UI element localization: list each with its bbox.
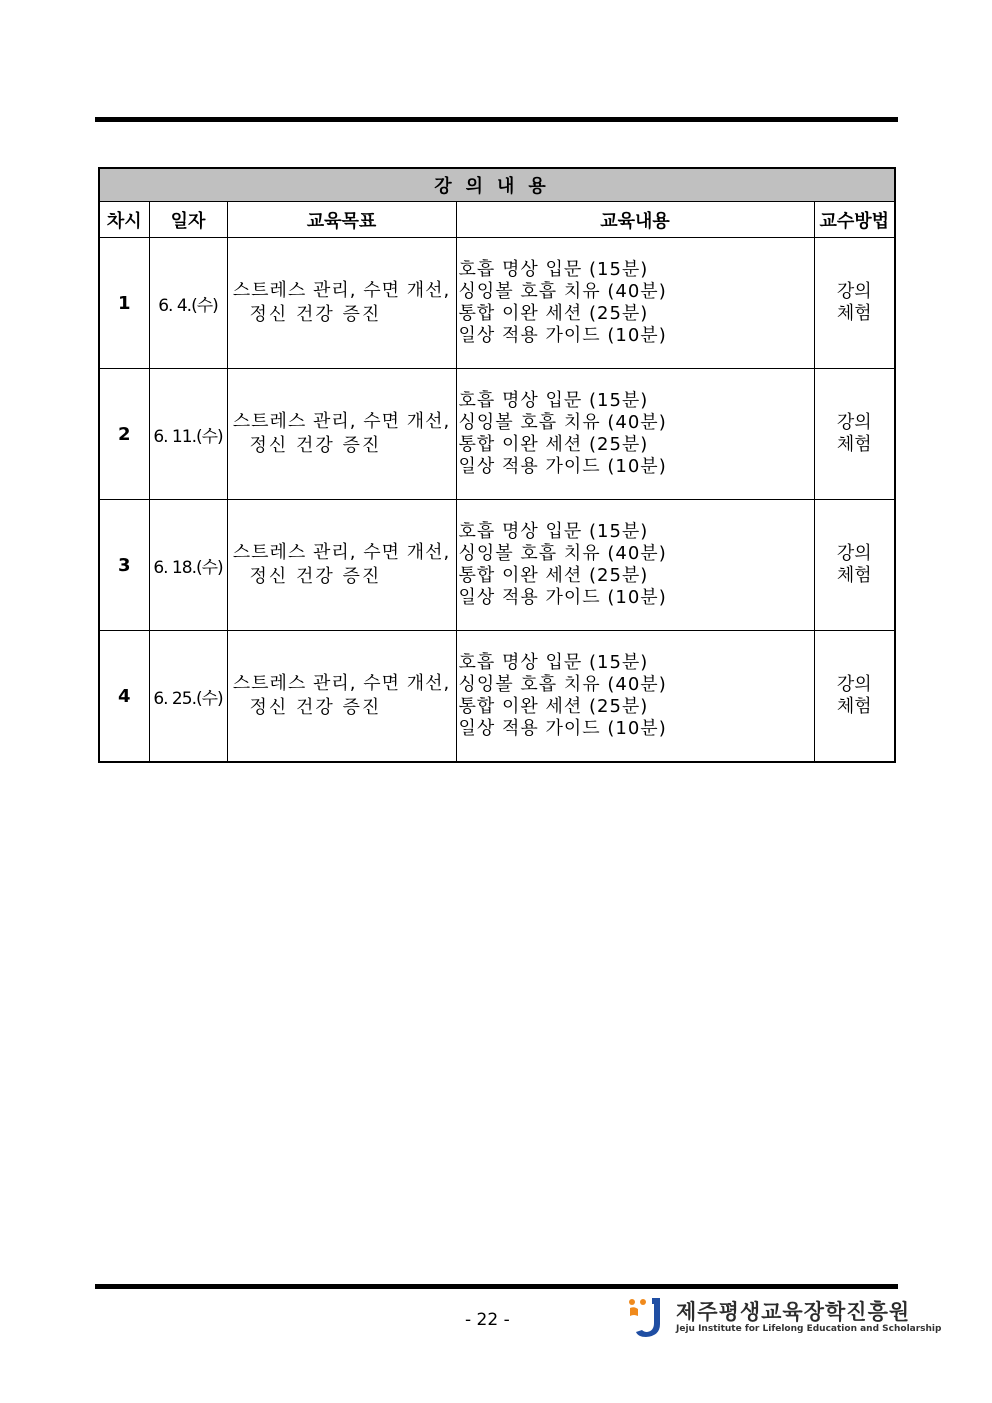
content-line: 호흡 명상 입문 (15분) [458,259,649,280]
table-row [99,500,895,631]
top-rule [95,117,898,122]
content-line: 일상 적용 가이드 (10분) [458,718,667,739]
content-line: 싱잉볼 호흡 치유 (40분) [458,543,667,564]
header-session: 차시 [99,202,149,238]
table-row [99,631,895,763]
goal-line: 정신 건강 증진 [249,697,382,718]
method-line: 체험 [836,696,872,717]
goal-line: 스트레스 관리, 수면 개선, [232,280,451,301]
table-row [99,238,895,369]
session-number: 3 [99,500,149,631]
session-content [456,238,814,369]
session-method [814,500,895,631]
table-row [99,369,895,500]
content-line: 통합 이완 세션 (25분) [458,434,649,455]
content-line: 싱잉볼 호흡 치유 (40분) [458,412,667,433]
session-goal [227,500,456,631]
goal-line: 정신 건강 증진 [249,435,382,456]
goal-line: 스트레스 관리, 수면 개선, [232,411,451,432]
method-line: 강의 [836,412,872,433]
session-goal [227,369,456,500]
session-method [814,238,895,369]
session-date: 6. 11.(수) [149,369,227,500]
header-date: 일자 [149,202,227,238]
content-line: 통합 이완 세션 (25분) [458,303,649,324]
content-line: 호흡 명상 입문 (15분) [458,390,649,411]
table-title: 강의내용 [99,168,895,202]
header-method: 교수방법 [814,202,895,238]
content-line: 싱잉볼 호흡 치유 (40분) [458,281,667,302]
page-number: - 22 - [465,1310,510,1330]
method-line: 체험 [836,565,872,586]
session-number: 4 [99,631,149,763]
session-content [456,500,814,631]
method-line: 강의 [836,281,872,302]
header-content: 교육내용 [456,202,814,238]
session-number: 2 [99,369,149,500]
content-line: 일상 적용 가이드 (10분) [458,456,667,477]
session-content [456,631,814,763]
session-goal [227,631,456,763]
method-line: 강의 [836,543,872,564]
lecture-table [98,167,896,763]
method-line: 체험 [836,303,872,324]
bottom-rule [95,1284,898,1289]
goal-line: 스트레스 관리, 수면 개선, [232,542,451,563]
content-line: 싱잉볼 호흡 치유 (40분) [458,674,667,695]
session-method [814,369,895,500]
jeju-institute-logo-icon [626,1294,668,1340]
content-line: 호흡 명상 입문 (15분) [458,521,649,542]
session-content [456,369,814,500]
logo-name-ko: 제주평생교육장학진흥원 [676,1300,911,1324]
content-line: 통합 이완 세션 (25분) [458,565,649,586]
content-line: 통합 이완 세션 (25분) [458,696,649,717]
goal-line: 정신 건강 증진 [249,566,382,587]
goal-line: 스트레스 관리, 수면 개선, [232,673,451,694]
logo-name-en: Jeju Institute for Lifelong Education and Scholarship [676,1324,942,1334]
goal-line: 정신 건강 증진 [249,304,382,325]
content-line: 호흡 명상 입문 (15분) [458,652,649,673]
header-row [99,202,895,238]
method-line: 강의 [836,674,872,695]
institute-logo [626,1294,942,1340]
content-line: 일상 적용 가이드 (10분) [458,587,667,608]
header-goal: 교육목표 [227,202,456,238]
session-date: 6. 4.(수) [149,238,227,369]
session-date: 6. 25.(수) [149,631,227,763]
content-line: 일상 적용 가이드 (10분) [458,325,667,346]
session-number: 1 [99,238,149,369]
session-date: 6. 18.(수) [149,500,227,631]
method-line: 체험 [836,434,872,455]
session-method [814,631,895,763]
session-goal [227,238,456,369]
